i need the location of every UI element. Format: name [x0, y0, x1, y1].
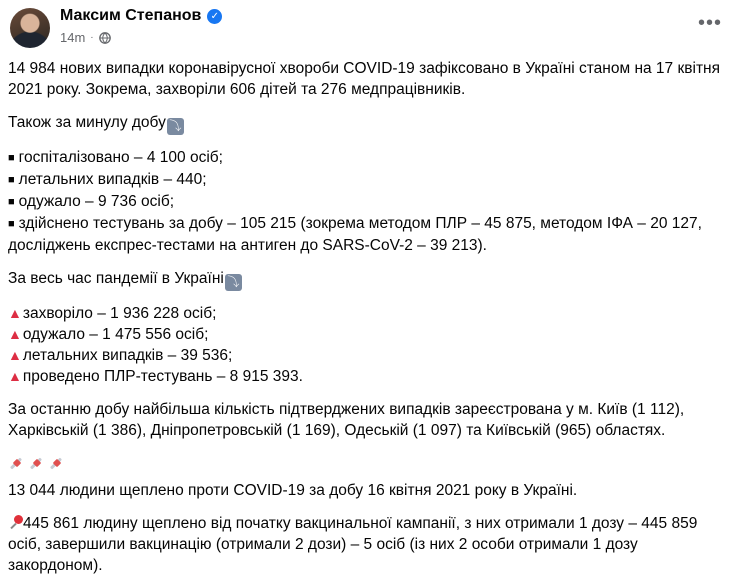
pushpin-icon: [8, 515, 23, 530]
author-row: [60, 7, 222, 25]
post-meta: [60, 30, 111, 45]
post-time[interactable]: 14m: [60, 30, 86, 45]
list-item-text: одужало – 9 736 осіб;: [18, 193, 175, 210]
vaccinated-day-paragraph: 13 044 людини щеплено проти COVID-19 за добу 16 квітня 2021 року в Україні.: [8, 482, 578, 499]
post-body: [0, 58, 737, 576]
red-triangle-icon: ▲: [8, 347, 22, 363]
regions-paragraph: За останню добу найбільша кількість підтверджених випадків зареєстрована у м. Київ (1 112), Харківській (1 386), Дніпропетровській (1 169), Одеській (1 097) та Київській (965) областях.: [8, 401, 685, 439]
syringe-row: [8, 453, 725, 474]
red-triangle-icon: ▲: [8, 368, 22, 384]
syringe-icon: [28, 455, 44, 471]
intro-paragraph: 14 984 нових випадки коронавірусної хвороби COVID-19 зафіксовано в Україні станом на 17 квітня 2021 року. Зокрема, захворіли 606 дітей та 276 медпрацівників.: [8, 60, 720, 98]
list-item: [8, 191, 725, 213]
avatar[interactable]: [10, 8, 50, 48]
past-day-heading-text: Також за минулу добу: [8, 114, 166, 131]
list-item: [8, 213, 725, 256]
list-item-text: здійснено тестувань за добу – 105 215 (зокрема методом ПЛР – 45 875, методом ІФА – 20 127, досліджень експрес-тестами на антиген до SARS-CoV-2 – 39 213).: [8, 215, 702, 254]
red-triangle-icon: ▲: [8, 305, 22, 321]
list-item: [8, 303, 725, 324]
author-name[interactable]: Максим Степанов: [60, 7, 202, 24]
list-item-text: проведено ПЛР-тестувань – 8 915 393.: [22, 368, 303, 385]
bullet-icon: ■: [8, 196, 15, 208]
pandemic-heading-text: За весь час пандемії в Україні: [8, 270, 224, 287]
bullet-icon: ■: [8, 218, 15, 230]
list-item-text: летальних випадків – 39 536;: [22, 347, 233, 364]
list-item-text: одужало – 1 475 556 осіб;: [22, 326, 209, 343]
pandemic-heading: [8, 268, 725, 291]
syringe-icon: [48, 455, 64, 471]
bullet-icon: ■: [8, 152, 15, 164]
list-item: [8, 366, 725, 387]
bullet-icon: ■: [8, 174, 15, 186]
meta-separator: ·: [90, 32, 94, 43]
post-header: [0, 0, 737, 58]
globe-icon[interactable]: [99, 32, 111, 44]
past-day-list: [8, 147, 725, 256]
syringe-icon: [8, 455, 24, 471]
past-day-heading: [8, 112, 725, 135]
pandemic-list: [8, 303, 725, 387]
vaccinated-total-text: 445 861 людину щеплено від початку вакцинальної кампанії, з них отримали 1 дозу – 445 859 осіб, завершили вакцинацію (отримали 2 дози) – 5 осіб (із них 2 особи отримали 1 дозу закордоном).: [8, 515, 698, 574]
right-arrow-icon: ⤵: [167, 118, 184, 135]
list-item: [8, 324, 725, 345]
list-item-text: летальних випадків – 440;: [18, 171, 207, 188]
list-item-text: захворіло – 1 936 228 осіб;: [22, 305, 217, 322]
list-item: [8, 345, 725, 366]
verified-badge-icon: ✓: [207, 9, 222, 24]
more-options-icon[interactable]: •••: [697, 11, 722, 34]
list-item-text: госпіталізовано – 4 100 осіб;: [18, 149, 223, 166]
list-item: [8, 169, 725, 191]
list-item: [8, 147, 725, 169]
right-arrow-icon: ⤵: [225, 274, 242, 291]
vaccinated-total-paragraph: [8, 513, 725, 576]
red-triangle-icon: ▲: [8, 326, 22, 342]
